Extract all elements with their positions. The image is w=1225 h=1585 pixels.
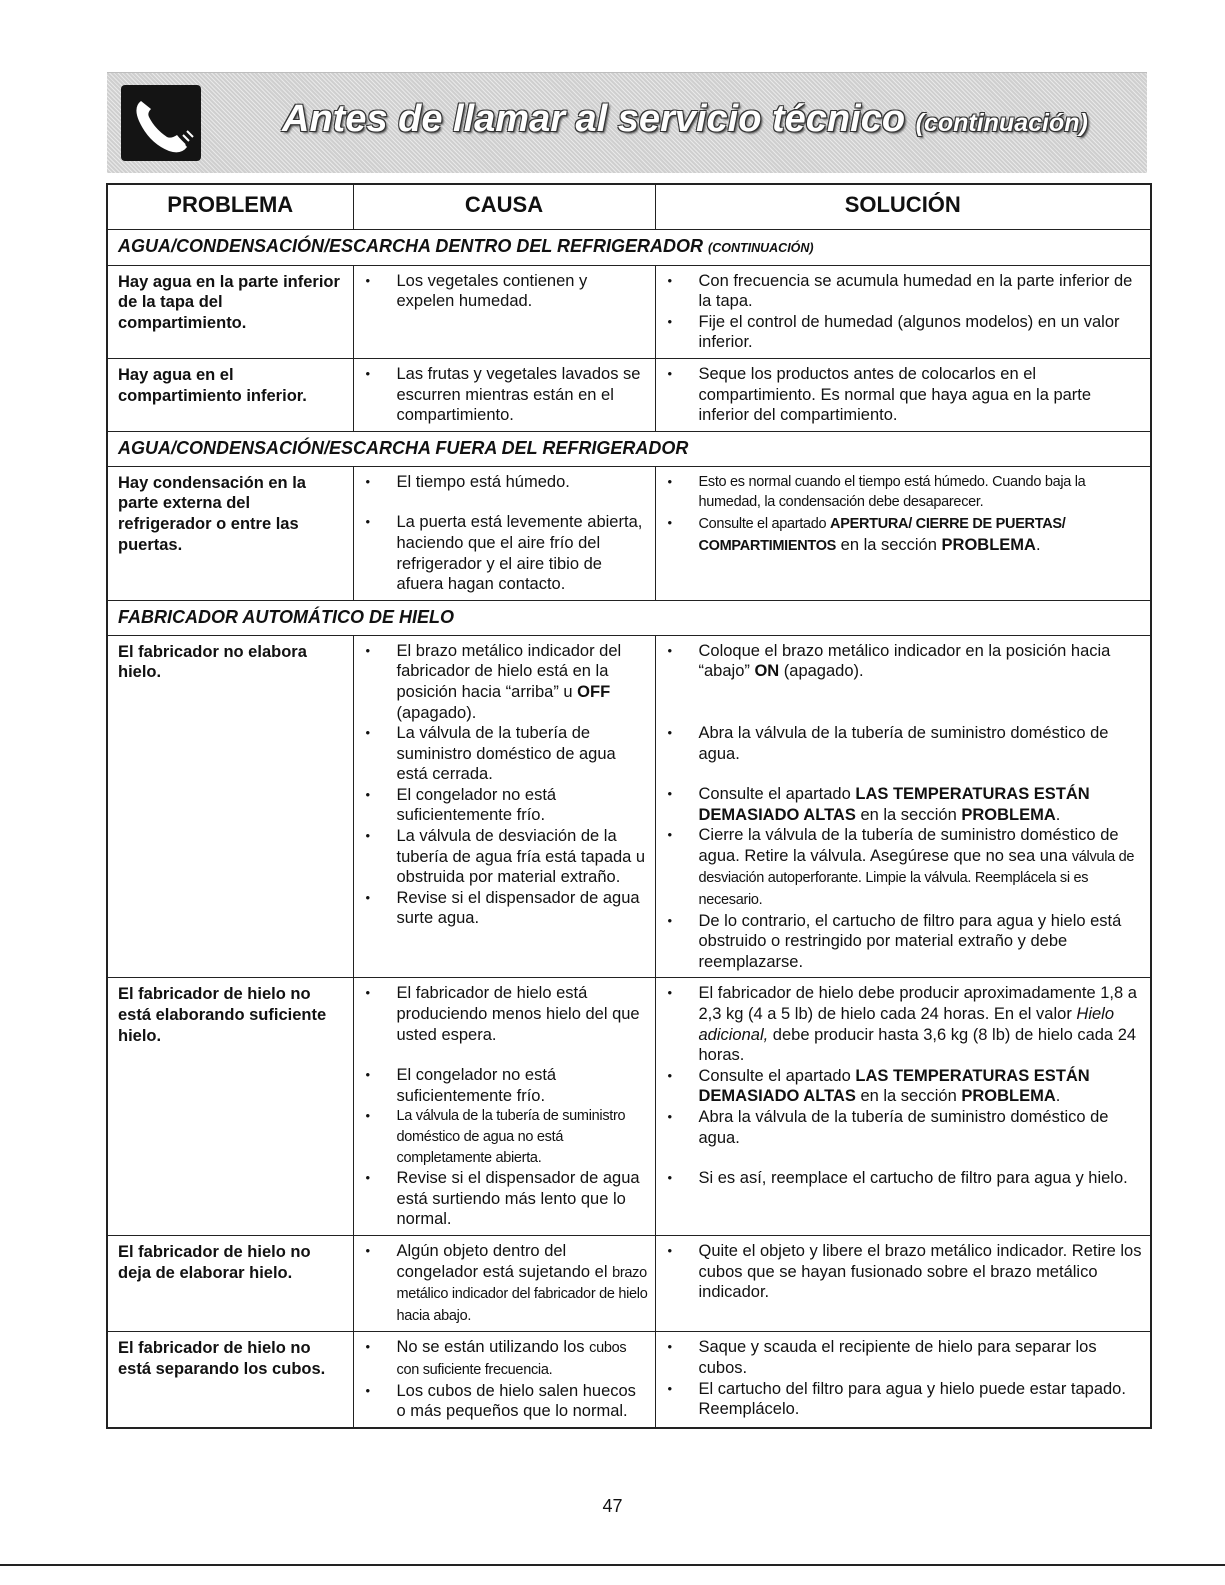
cause-item: • El fabricador de hielo está produciendo menos hielo del que usted espera. [354,983,649,1045]
solution-item: • Saque y scauda el recipiente de hielo para separar los cubos. [656,1337,1145,1378]
solution-item: • Cierre la válvula de la tubería de suministro doméstico de agua. Retire la válvula. Asegúrese que no sea una válvula de desviación autoperforante. Limpie la válvula. Reemplácela si es necesario. [656,825,1145,910]
table-row [107,466,1151,600]
cause-cell [353,635,655,978]
troubleshooting-table [106,183,1152,1429]
section-title: AGUA/CONDENSACIÓN/ESCARCHA DENTRO DEL REFRIGERADOR (CONTINUACIÓN) [107,230,1151,266]
problem-cell: Hay condensación en la parte externa del refrigerador o entre las puertas. [107,466,353,600]
problem-cell: El fabricador de hielo no deja de elaborar hielo. [107,1235,353,1331]
cause-item: • Los cubos de hielo salen huecos o más pequeños que lo normal. [354,1381,649,1422]
column-header-solucion: SOLUCIÓN [655,184,1151,230]
cause-item: • Las frutas y vegetales lavados se escurren mientras están en el compartimiento. [354,364,649,426]
solution-item: • Consulte el apartado LAS TEMPERATURAS ESTÁN DEMASIADO ALTAS en la sección PROBLEMA. [656,784,1145,825]
solution-cell [655,358,1151,431]
column-header-causa: CAUSA [353,184,655,230]
section-title: AGUA/CONDENSACIÓN/ESCARCHA FUERA DEL REFRIGERADOR [107,431,1151,466]
section-row [107,230,1151,266]
solution-cell [655,466,1151,600]
cause-cell [353,265,655,358]
solution-cell [655,635,1151,978]
solution-item: • Si es así, reemplace el cartucho de filtro para agua y hielo. [656,1168,1145,1189]
cause-item: • El tiempo está húmedo. [354,472,649,493]
solution-cell [655,1235,1151,1331]
cause-item: • No se están utilizando los cubos con suficiente frecuencia. [354,1337,649,1380]
section-title: FABRICADOR AUTOMÁTICO DE HIELO [107,600,1151,635]
cause-cell [353,1235,655,1331]
cause-cell [353,1332,655,1428]
solution-item: • Coloque el brazo metálico indicador en la posición hacia “abajo” ON (apagado). [656,641,1145,682]
solution-item: • El fabricador de hielo debe producir aproximadamente 1,8 a 2,3 kg (4 a 5 lb) de hielo cada 24 horas. En el valor Hielo adicional, debe producir hasta 3,6 kg (8 lb) de hielo cada 24 horas. [656,983,1145,1065]
solution-item: • Quite el objeto y libere el brazo metálico indicador. Retire los cubos que se hayan fusionado sobre el brazo metálico indicador. [656,1241,1145,1303]
table-row [107,635,1151,978]
problem-cell: El fabricador de hielo no está separando los cubos. [107,1332,353,1428]
cause-item: • La válvula de la tubería de suministro doméstico de agua no está completamente abierta. [354,1106,649,1168]
solution-item: • Consulte el apartado APERTURA/ CIERRE DE PUERTAS/ COMPARTIMIENTOS en la sección PROBLEMA. [656,513,1145,556]
solution-cell [655,978,1151,1236]
page-title: Antes de llamar al servicio técnico (continuación) [282,98,1088,140]
cause-item: • Revise si el dispensador de agua surte agua. [354,888,649,929]
cause-item: • La válvula de desviación de la tubería de agua fría está tapada u obstruida por material extraño. [354,826,649,888]
cause-item: • Revise si el dispensador de agua está surtiendo más lento que lo normal. [354,1168,649,1230]
table-row [107,358,1151,431]
cause-item: • La puerta está levemente abierta, haciendo que el aire frío del refrigerador y el aire tibio de afuera hagan contacto. [354,512,649,594]
page-number: 47 [602,1496,623,1516]
solution-item: • Abra la válvula de la tubería de suministro doméstico de agua. [656,723,1145,764]
solution-item: • Seque los productos antes de colocarlos en el compartimiento. Es normal que haya agua en la parte inferior del compartimiento. [656,364,1145,426]
solution-item: • El cartucho del filtro para agua y hielo puede estar tapado. Reemplácelo. [656,1379,1145,1420]
cause-item: • La válvula de la tubería de suministro doméstico de agua está cerrada. [354,723,649,785]
page-header-banner [107,72,1147,173]
solution-cell [655,265,1151,358]
solution-cell [655,1332,1151,1428]
table-row [107,1332,1151,1428]
solution-item: • Abra la válvula de la tubería de suministro doméstico de agua. [656,1107,1145,1148]
cause-item: • El congelador no está suficientemente frío. [354,1065,649,1106]
cause-item: • Algún objeto dentro del congelador está sujetando el brazo metálico indicador del fabricador de hielo hacia abajo. [354,1241,649,1326]
cause-item: • El congelador no está suficientemente frío. [354,785,649,826]
column-header-problema: PROBLEMA [107,184,353,230]
problem-cell: El fabricador de hielo no está elaborando suficiente hielo. [107,978,353,1236]
table-row [107,265,1151,358]
cause-cell [353,466,655,600]
solution-item: • De lo contrario, el cartucho de filtro para agua y hielo está obstruido o restringido por material extraño y debe reemplazarse. [656,911,1145,973]
cause-item: • Los vegetales contienen y expelen humedad. [354,271,649,312]
table-row [107,978,1151,1236]
table-header-row [107,184,1151,230]
solution-item: • Fije el control de humedad (algunos modelos) en un valor inferior. [656,312,1145,353]
cause-item: • El brazo metálico indicador del fabricador de hielo está en la posición hacia “arriba” u OFF (apagado). [354,641,649,723]
solution-item: • Esto es normal cuando el tiempo está húmedo. Cuando baja la humedad, la condensación debe desaparecer. [656,472,1145,513]
problem-cell: Hay agua en el compartimiento inferior. [107,358,353,431]
footer-divider [0,1564,1225,1566]
cause-cell [353,978,655,1236]
section-row [107,600,1151,635]
table-row [107,1235,1151,1331]
section-note: (CONTINUACIÓN) [708,241,814,255]
phone-icon [121,85,201,161]
section-row [107,431,1151,466]
solution-item: • Con frecuencia se acumula humedad en la parte inferior de la tapa. [656,271,1145,312]
solution-item: • Consulte el apartado LAS TEMPERATURAS ESTÁN DEMASIADO ALTAS en la sección PROBLEMA. [656,1066,1145,1107]
page-subtitle: (continuación) [915,109,1088,137]
problem-cell: El fabricador no elabora hielo. [107,635,353,978]
problem-cell: Hay agua en la parte inferior de la tapa del compartimiento. [107,265,353,358]
cause-cell [353,358,655,431]
